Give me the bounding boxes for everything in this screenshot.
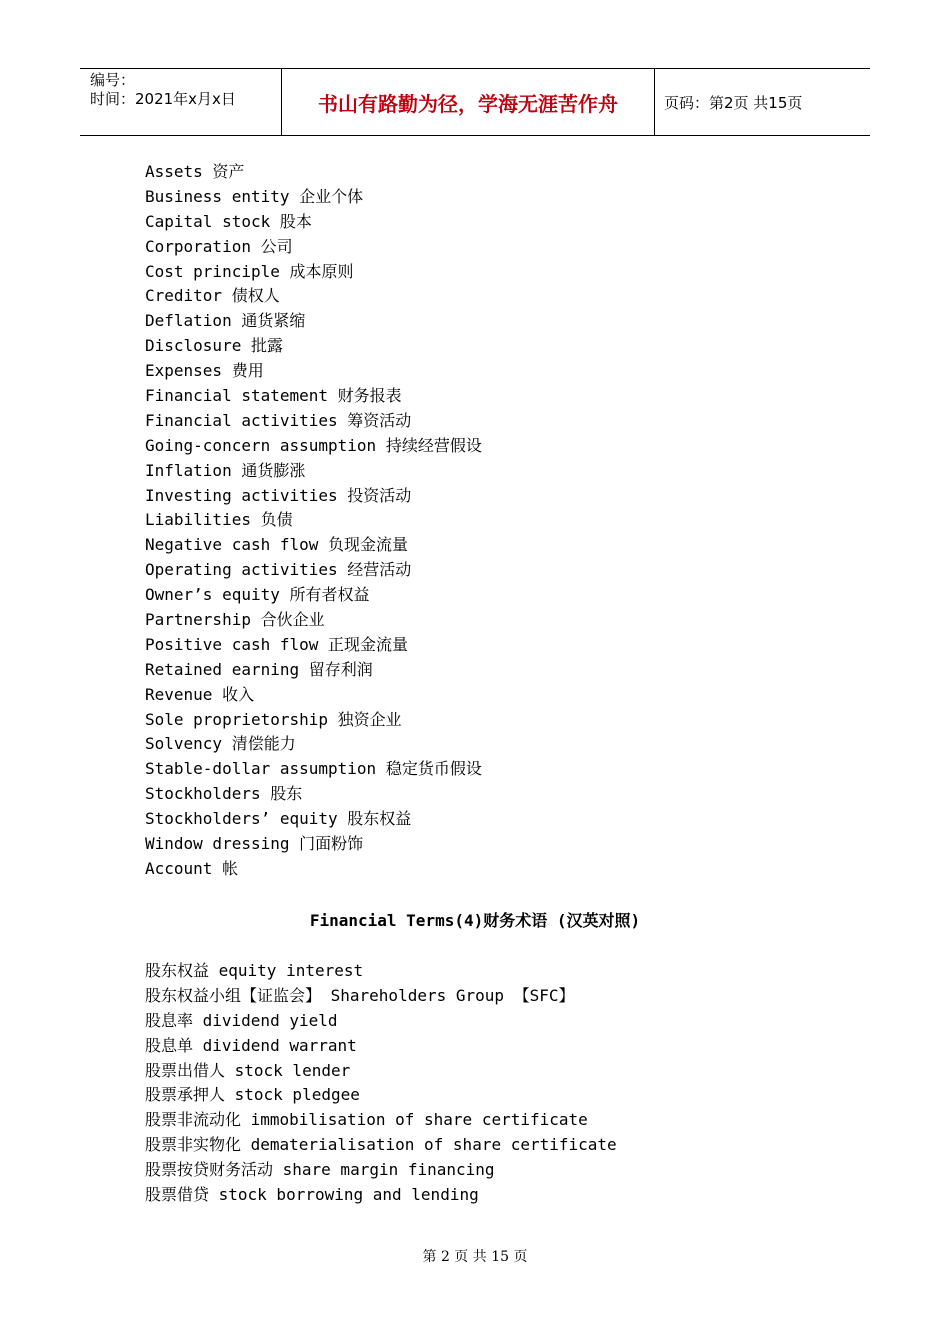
- glossary-entry: Stockholders 股东: [145, 784, 303, 804]
- glossary-entry: Retained earning 留存利润: [145, 659, 373, 679]
- glossary-entry: Sole proprietorship 独资企业: [145, 709, 402, 729]
- glossary-entry: Investing activities 投资活动: [145, 485, 412, 505]
- page-footer: 第 2 页 共 15 页: [422, 1249, 528, 1265]
- glossary-entry: Negative cash flow 负现金流量: [145, 535, 409, 555]
- glossary-entry: Financial activities 筹资活动: [145, 410, 412, 430]
- glossary-entry: 股票按贷财务活动 share margin financing: [145, 1160, 495, 1180]
- glossary-entry: Account 帐: [145, 858, 239, 878]
- glossary-entry: 股东权益小组【证监会】 Shareholders Group 【SFC】: [145, 985, 575, 1005]
- glossary-entry: Assets 资产: [145, 162, 245, 181]
- document-number-label: 编号：: [90, 71, 136, 89]
- glossary-entry: Inflation 通货膨涨: [145, 460, 306, 480]
- header-meta: [80, 69, 282, 135]
- section-title: Financial Terms(4)财务术语 (汉英对照): [309, 911, 641, 930]
- glossary-entry: Window dressing 门面粉饰: [145, 834, 364, 854]
- glossary-entry: 股票借贷 stock borrowing and lending: [145, 1185, 479, 1205]
- header-motto: 书山有路勤为径，学海无涯苦作舟: [318, 91, 618, 116]
- glossary-entry: Positive cash flow 正现金流量: [145, 634, 409, 654]
- header-page-info: 页码：第2页 共15页: [664, 93, 803, 112]
- glossary-entry: Disclosure 批露: [145, 336, 283, 356]
- glossary-entry: Stable-dollar assumption 稳定货币假设: [145, 759, 482, 779]
- glossary-entry: 股票承押人 stock pledgee: [145, 1085, 360, 1105]
- glossary-entry: Deflation 通货紧缩: [145, 311, 306, 331]
- glossary-entry: Going-concern assumption 持续经营假设: [145, 435, 482, 455]
- glossary-entry: Cost principle 成本原则: [145, 261, 354, 281]
- glossary-entry: Operating activities 经营活动: [145, 560, 412, 580]
- glossary-list-chinese-english: [145, 959, 617, 1208]
- glossary-entry: Business entity 企业个体: [145, 186, 364, 206]
- glossary-list-english-chinese: [145, 160, 482, 882]
- document-time-label: 时间：2021年x月x日: [90, 90, 236, 108]
- glossary-entry: Corporation 公司: [145, 236, 293, 256]
- glossary-entry: Financial statement 财务报表: [145, 386, 402, 406]
- glossary-entry: Liabilities 负债: [145, 510, 293, 530]
- glossary-entry: Solvency 清偿能力: [145, 734, 296, 754]
- glossary-entry: Owner’s equity 所有者权益: [145, 585, 370, 605]
- glossary-entry: 股息单 dividend warrant: [145, 1035, 357, 1055]
- glossary-entry: 股东权益 equity interest: [145, 961, 364, 980]
- header-motto-cell: [282, 69, 655, 135]
- glossary-entry: Creditor 债权人: [145, 286, 280, 306]
- glossary-entry: Revenue 收入: [145, 684, 255, 704]
- glossary-entry: Partnership 合伙企业: [145, 610, 325, 630]
- glossary-entry: 股票出借人 stock lender: [145, 1060, 351, 1080]
- glossary-entry: 股票非流动化 immobilisation of share certificate: [145, 1110, 588, 1130]
- glossary-entry: 股息率 dividend yield: [145, 1010, 338, 1030]
- glossary-entry: Stockholders’ equity 股东权益: [145, 809, 412, 829]
- glossary-entry: 股票非实物化 dematerialisation of share certificate: [145, 1135, 617, 1155]
- page-header: [80, 68, 870, 136]
- glossary-entry: Capital stock 股本: [145, 211, 312, 231]
- glossary-entry: Expenses 费用: [145, 361, 264, 381]
